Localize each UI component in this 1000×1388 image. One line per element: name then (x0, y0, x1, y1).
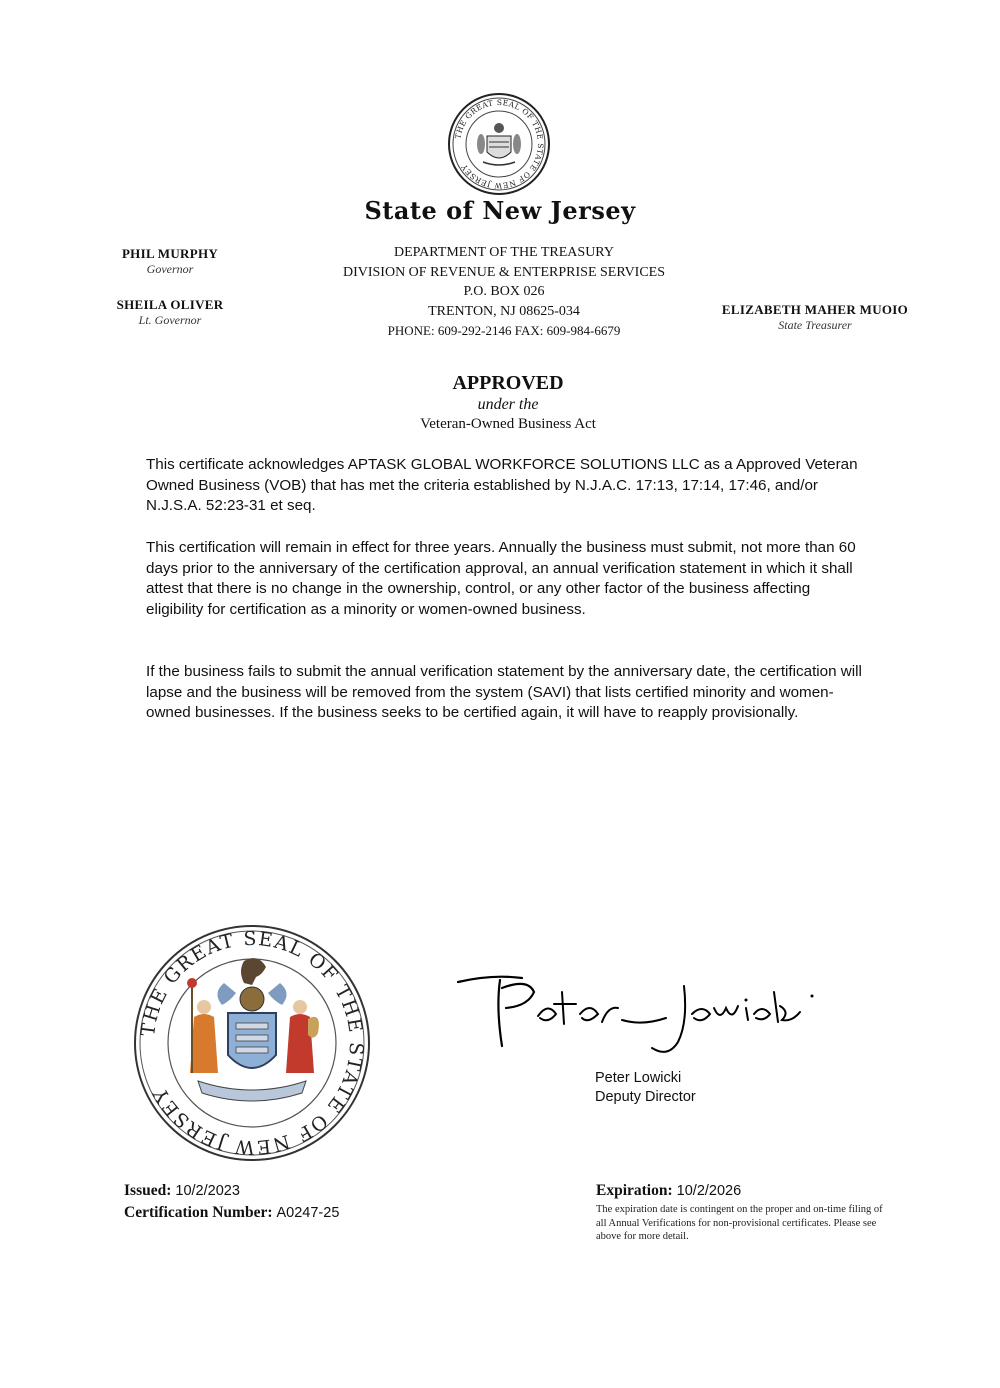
certificate-paragraph-acknowledgement: This certificate acknowledges APTASK GLOBAL WORKFORCE SOLUTIONS LLC as a Approved Veteran Owned Business (VOB) that has met the criteria established by N.J.A.C. 17:13, 17:14, 17:46, and/or N.J.S.A. 52:23-31 et seq. (146, 456, 858, 514)
certification-number-value: A0247-25 (276, 1205, 340, 1221)
issued-label: Issued: (124, 1182, 172, 1199)
state-title: State of New Jersey (364, 196, 636, 225)
lt-governor-title: Lt. Governor (138, 313, 202, 327)
city-line: TRENTON, NJ 08625-034 (428, 303, 580, 319)
expiration-row (596, 1182, 741, 1200)
act-name: Veteran-Owned Business Act (420, 416, 596, 432)
certificate-paragraph-lapse: If the business fails to submit the annual verification statement by the anniversary date, the certification will lapse and the business will be removed from the system (SAVI) that lists certified minority and women-owned businesses. If the business seeks to be certified again, it will have to reapply provisionally. (146, 663, 862, 721)
treasurer-title: State Treasurer (778, 318, 852, 332)
treasurer-name: ELIZABETH MAHER MUOIO (721, 302, 909, 317)
signer-name: Peter Lowicki (595, 1070, 682, 1086)
department-address-block (300, 243, 708, 341)
left-officials (100, 246, 240, 348)
governor-block (100, 246, 240, 277)
svg-text:THE GREAT SEAL OF THE STATE OF: THE GREAT SEAL OF THE STATE OF NEW JERSEY (453, 97, 546, 191)
expiration-note: The expiration date is contingent on the proper and on-time filing of all Annual Verifications for non-provisional certificates. Please see above for more detail. (596, 1204, 883, 1242)
certification-number-label: Certification Number: (124, 1204, 273, 1221)
expiration-date: 10/2/2026 (676, 1183, 742, 1199)
division-line: DIVISION OF REVENUE & ENTERPRISE SERVICES (342, 264, 666, 280)
certificate-paragraph-duration: This certification will remain in effect for three years. Annually the business must submit, not more than 60 days prior to the anniversary of the certification approval, an annual verification statement in which it shall attest that there is no change in the ownership, control, or any other factor of the business affecting eligibility for certification as a minority or women-owned business. (146, 539, 856, 618)
governor-name: PHIL MURPHY (121, 246, 219, 261)
top-state-seal-image (447, 92, 551, 196)
department-line: DEPARTMENT OF THE TREASURY (394, 245, 614, 260)
phone-fax-line: PHONE: 609-292-2146 FAX: 609-984-6679 (387, 323, 621, 338)
governor-title: Governor (146, 262, 194, 276)
signer-title: Deputy Director (595, 1089, 696, 1105)
lt-governor-name: SHEILA OLIVER (116, 297, 224, 312)
under-the-text: under the (477, 396, 539, 413)
lt-governor-block (100, 297, 240, 328)
right-official (700, 302, 930, 333)
svg-text:THE GREAT SEAL OF THE STATE OF: THE GREAT SEAL OF THE STATE OF NEW JERSEY (137, 927, 368, 1159)
issued-row (124, 1182, 240, 1200)
po-box-line: P.O. BOX 026 (463, 284, 545, 299)
approved-heading: APPROVED (452, 372, 564, 394)
great-seal-image (132, 923, 372, 1163)
issued-date: 10/2/2023 (175, 1183, 240, 1199)
certification-number-row (124, 1204, 339, 1222)
signature-image (452, 962, 832, 1072)
expiration-label: Expiration: (596, 1182, 673, 1199)
